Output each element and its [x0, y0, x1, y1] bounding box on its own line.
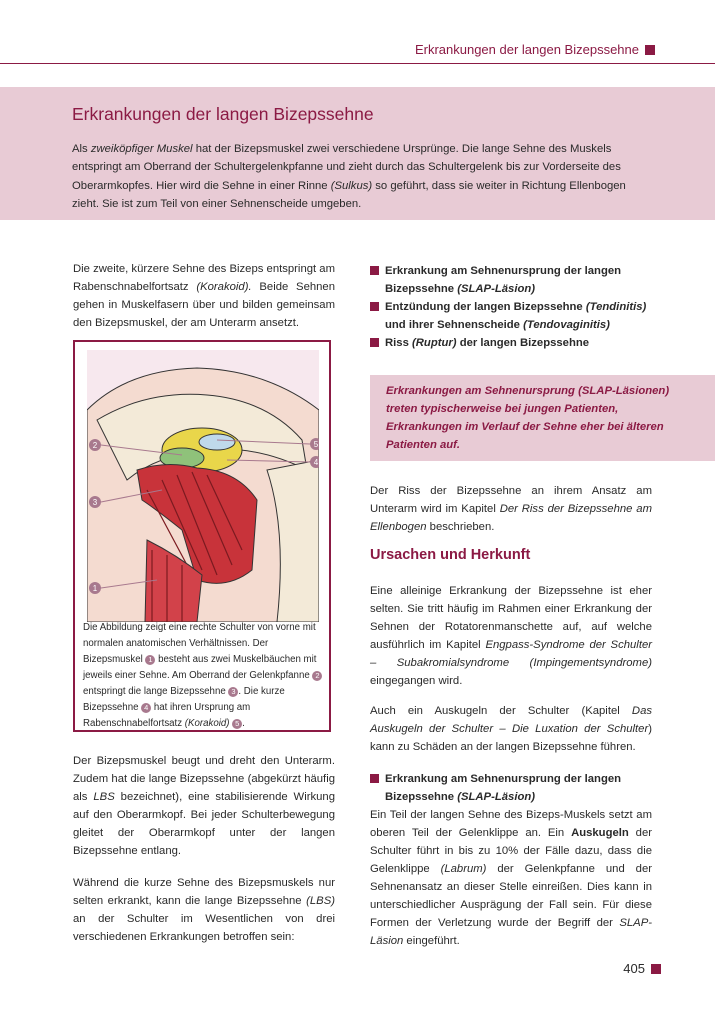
text: Riss: [385, 337, 413, 349]
text: an der Schulter im Wesentlichen von drei verschiedenen Erkrankungen betroffen sein:: [73, 913, 335, 943]
text: hat ihren Ursprung am Rabenschnabelfortsatz: [83, 702, 251, 729]
caption-number: 5: [232, 719, 242, 729]
text: Der Bizepsmuskel beugt und dreht den Unterarm. Zudem hat die lange Bizepssehne (abgekürzt häufig als: [73, 755, 335, 803]
left-paragraph-3: [73, 874, 335, 946]
text: Auch ein Auskugeln der Schulter (Kapitel: [370, 705, 632, 717]
header-square-icon: [645, 45, 655, 55]
emphasis: (Labrum): [440, 863, 487, 875]
emphasis: Der Riss der Bizepssehne am Ellenbogen: [370, 503, 652, 533]
text: bezeichnet), eine stabilisierende Wirkung auf den Oberarmkopf. Bei jeder Schulterbewegung gleitet der Oberarmkopf unter der langen Bizepssehne entlang.: [73, 791, 335, 857]
text: Die Abbildung zeigt eine rechte Schulter von vorne mit normalen anatomischen Verhältnissen. Der Bizepsmuskel: [83, 622, 316, 665]
chapter-title: Erkrankungen der langen Bizepssehne: [72, 104, 374, 124]
text: Entzündung der langen Bizepssehne: [385, 301, 586, 313]
emphasis: Das Auskugeln der Schulter – Die Luxation der Schulter: [370, 705, 652, 735]
caption-number: 4: [141, 703, 151, 713]
text: .: [242, 718, 245, 729]
disease-bullet-list: [370, 262, 652, 352]
section-heading: Ursachen und Herkunft: [370, 547, 531, 563]
slap-bullet: [370, 770, 652, 806]
text: Während die kurze Sehne des Bizepsmuskels nur selten erkrankt, kann die lange Bizepssehne: [73, 877, 335, 907]
intro-text: Als: [72, 143, 91, 155]
text: Eine alleinige Erkrankung der Bizepssehne ist eher selten. Sie tritt häufig im Rahmen einer Erkrankung der Sehnen der Rotatorenmanschette auf, auf welche ausführlich im Kapitel: [370, 585, 652, 651]
page-square-icon: [651, 964, 661, 974]
text: der Schulter führt in bis zu 10% der Fälle dazu, dass die Gelenklippe: [370, 827, 652, 875]
text: eingegangen wird.: [370, 675, 463, 687]
callout-text: Erkrankungen am Sehnenursprung (SLAP-Läsionen) treten typischerweise bei jungen Patienten, Erkrankungen im Verlauf der Sehne eher bei älteren Patienten auf.: [386, 385, 670, 451]
intro-text: hat der Bizepsmuskel zwei verschiedene Ursprünge. Die lange Sehne des Muskels entspringt am Oberrand der Schultergelenkpfanne und zieht durch das Schultergelenk bis zur Vorderseite des Oberarmkopfes. Hier wird die Sehne in einer Rinne: [72, 143, 621, 192]
emphasis: (Tendovaginitis): [523, 319, 610, 331]
intro-text: so geführt, dass sie weiter in Richtung Ellenbogen zieht. Sie ist zum Teil von einer Sehnenscheide umgeben.: [72, 179, 626, 211]
right-paragraph-3: [370, 702, 652, 756]
text: Ein Teil der langen Sehne des Bizeps-Muskels setzt am oberen Teil der Gelenklippe an. Ein: [370, 809, 652, 839]
text: eingeführt.: [403, 935, 460, 947]
emphasis: Engpass-Syndrome der Schulter – Subakromialsyndrome (Impingementsyndrome): [370, 639, 652, 669]
bullet-item: [370, 334, 652, 352]
figure-caption: [83, 620, 323, 732]
text: Der Riss der Bizepssehne an ihrem Ansatz am Unterarm wird im Kapitel: [370, 485, 652, 515]
text: der Gelenkpfanne und der Sehnenansatz an dieser Stelle einreißen. Dies kann in unterschiedlicher Ausprägung der Fall sein. Für diese Formen der Verletzung wurde der Begriff der: [370, 863, 652, 929]
figure-label-3: 3: [92, 498, 98, 507]
bullet-item: [370, 770, 652, 806]
text: entspringt die lange Bizepssehne: [83, 686, 229, 697]
figure-label-4: 4: [313, 458, 319, 467]
figure-label-5: 5: [313, 440, 319, 449]
right-paragraph-2: [370, 582, 652, 690]
bullet-item: [370, 262, 652, 298]
text: Erkrankung am Sehnenursprung der langen Bizepssehne: [385, 773, 622, 803]
emphasis: (Tendinitis): [585, 301, 647, 313]
anatomy-figure: [73, 340, 331, 732]
strong-text: Auskugeln: [571, 827, 629, 839]
caption-number: 3: [228, 687, 238, 697]
text: Erkrankung am Sehnenursprung der langen Bizepssehne: [385, 265, 622, 295]
emphasis: SLAP-Läsion: [370, 917, 652, 947]
text: Die zweite, kürzere Sehne des Bizeps entspringt am Rabenschnabelfortsatz: [73, 263, 335, 293]
emphasis: (SLAP-Läsion): [457, 283, 536, 295]
emphasis: (Korakoid): [184, 718, 230, 729]
running-header: [415, 42, 655, 57]
right-paragraph-1: [370, 482, 652, 536]
text: beschrieben.: [426, 521, 495, 533]
intro-emphasis: (Sulkus): [330, 179, 373, 192]
emphasis: (Korakoid).: [196, 281, 252, 293]
shoulder-anatomy-illustration: [87, 350, 319, 622]
header-rule: [0, 63, 715, 64]
text: und ihrer Sehnenscheide: [385, 319, 524, 331]
running-header-text: Erkrankungen der langen Bizepssehne: [414, 42, 639, 57]
emphasis: (LBS): [306, 895, 335, 907]
left-paragraph-1: [73, 260, 335, 332]
caption-number: 2: [312, 671, 322, 681]
text: . Die kurze Bizepssehne: [83, 686, 285, 713]
intro-emphasis: zweiköpfiger Muskel: [90, 143, 193, 155]
emphasis: (SLAP-Läsion): [457, 791, 536, 803]
emphasis: (Ruptur): [412, 337, 457, 349]
figure-label-1: 1: [92, 584, 98, 593]
right-paragraph-4: [370, 806, 652, 950]
page-number-text: 405: [623, 961, 645, 976]
page-number: [623, 961, 661, 976]
text: besteht aus zwei Muskelbäuchen mit jeweils einer Sehne. Am Oberrand der Gelenkpfanne: [83, 654, 317, 681]
intro-paragraph: [72, 140, 652, 214]
emphasis: LBS: [93, 791, 115, 803]
left-paragraph-2: [73, 752, 335, 860]
text: ) kann zu Schäden an der langen Bizepssehne führen.: [370, 723, 652, 753]
text: Beide Sehnen gehen in Muskelfasern über und bilden gemeinsam den Bizepsmuskel, der am Unterarm ansetzt.: [73, 281, 335, 329]
figure-label-2: 2: [92, 441, 98, 450]
text: der langen Bizepssehne: [456, 337, 590, 349]
caption-number: 1: [145, 655, 155, 665]
bullet-item: [370, 298, 652, 334]
